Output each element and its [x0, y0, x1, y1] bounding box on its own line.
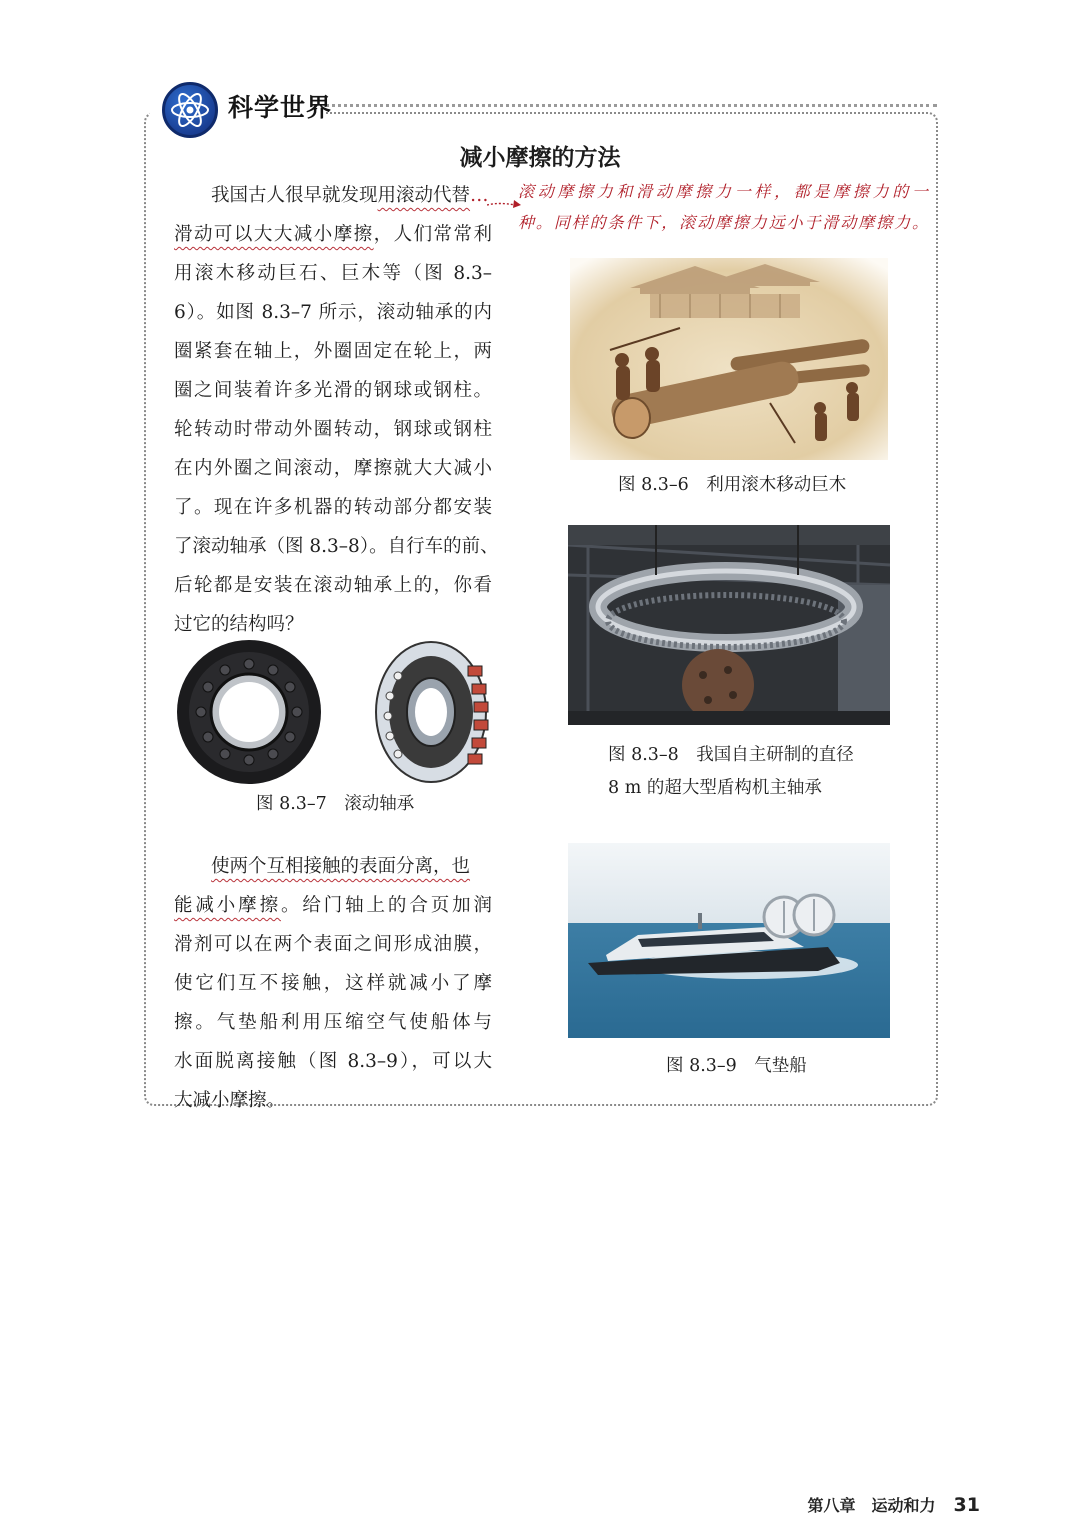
section-divider [325, 104, 937, 107]
figure-caption: 图 8.3–7 滚动轴承 [256, 794, 415, 814]
para1-line-4: 6）。如图 8.3–7 所示，滚动轴承的内 [174, 302, 492, 323]
figure-giant-bearing [568, 525, 890, 725]
para1-line-3: 用滚木移动巨石、巨木等（图 8.3– [174, 263, 492, 284]
note-line: 滚动摩擦力和滑动摩擦力一样，都是摩擦力的一 [518, 182, 928, 201]
chapter-label: 第八章 运动和力 [807, 1496, 936, 1515]
section-label: 科学世界 [228, 93, 333, 122]
margin-note [518, 176, 928, 238]
para1-line-11: 后轮都是安装在滚动轴承上的，你看 [174, 575, 492, 596]
para2-line-6: 水面脱离接触（图 8.3–9），可以大 [174, 1051, 492, 1072]
para2-line-2 [174, 886, 492, 925]
figure-bearings [176, 636, 506, 786]
para2-line-4: 使它们互不接触，这样就减小了摩 [174, 973, 492, 994]
note-line: 种。同样的条件下，滚动摩擦力远小于滑动摩擦力。 [518, 213, 928, 232]
para2-line-3: 滑剂可以在两个表面之间形成油膜， [174, 934, 492, 955]
para2-line-5: 擦。气垫船利用压缩空气使船体与 [174, 1012, 492, 1033]
paragraph-rolling [174, 176, 499, 644]
para1-line-5: 圈紧套在轴上，外圈固定在轮上，两 [174, 341, 492, 362]
figure-caption: 8 m 的超大型盾构机主轴承 [608, 778, 822, 798]
page-footer [808, 1493, 980, 1516]
para1-line-6: 圈之间装着许多光滑的钢球或钢柱。 [174, 380, 492, 401]
page-title: 减小摩擦的方法 [459, 145, 621, 171]
underlined-text: 用滚动代替 [377, 185, 471, 206]
atom-icon [162, 82, 218, 138]
underlined-text: 使两个互相接触的表面分离，也 [211, 856, 471, 877]
para2-line-7: 大减小摩擦。 [174, 1090, 286, 1111]
figure-caption: 图 8.3–6 利用滚木移动巨木 [618, 475, 847, 495]
para1-line-7: 轮转动时带动外圈转动，钢球或钢柱 [174, 419, 492, 440]
para1-line-8: 在内外圈之间滚动，摩擦就大大减小 [174, 458, 492, 479]
para1-line-12: 过它的结构吗？ [174, 614, 304, 635]
underlined-text: 滑动可以大大减小摩擦 [174, 224, 374, 245]
text-span: ，人们常常利 [373, 224, 492, 245]
figure-rolling-logs [570, 258, 888, 460]
para1-line-9: 了。现在许多机器的转动部分都安装 [174, 497, 492, 518]
paragraph-separation [174, 847, 492, 1120]
text-span: … [470, 185, 489, 206]
figure-hovercraft [568, 843, 890, 1038]
page-number: 31 [953, 1494, 980, 1516]
underlined-text: 能减小摩擦 [174, 895, 281, 916]
figure-caption: 图 8.3–8 我国自主研制的直径 [608, 745, 854, 765]
para1-line-10: 了滚动轴承（图 8.3–8）。自行车的前、 [174, 536, 499, 557]
text-span: 。给门轴上的合页加润 [280, 895, 492, 916]
text-span: 我国古人很早就发现 [211, 185, 378, 206]
figure-caption: 图 8.3–9 气垫船 [666, 1056, 807, 1076]
para2-line-1 [174, 847, 492, 886]
para1-line-2 [174, 215, 492, 254]
para1-line-1 [174, 176, 492, 215]
